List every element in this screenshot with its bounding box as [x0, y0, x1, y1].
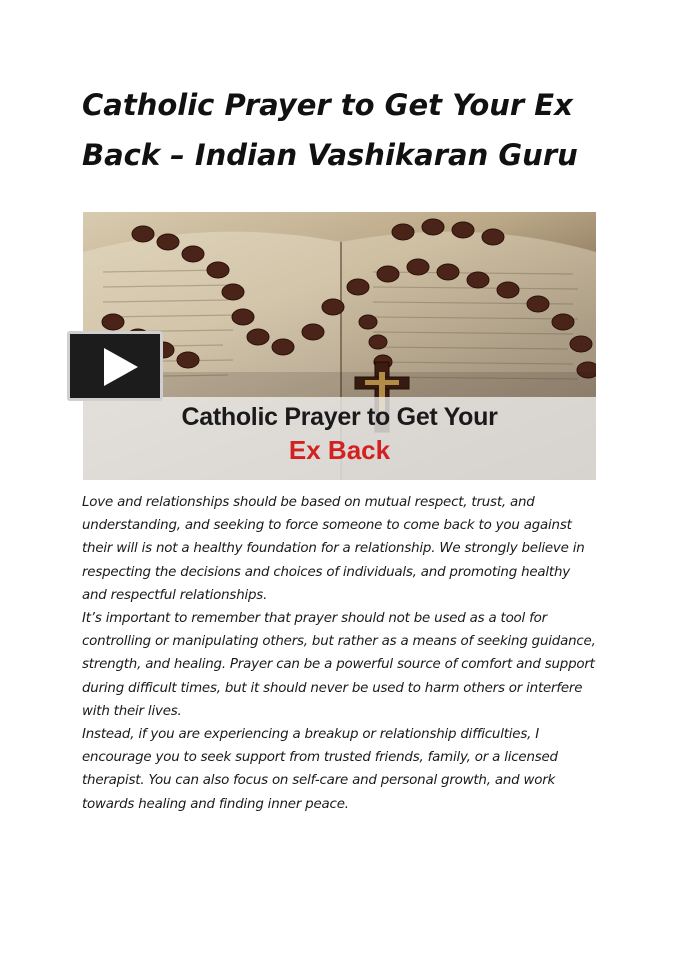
- play-icon: [104, 348, 138, 386]
- page-title: Catholic Prayer to Get Your Ex Back – Indian Vashikaran Guru: [82, 88, 578, 172]
- paragraph: Love and relationships should be based on mutual respect, trust, and understanding, and seeking to force someone to come back to you against their will is not a healthy foundation for a relationship. We strongly believe in respecting the decisions and choices of individuals, and promoting healthy and respectful relationships.: [82, 495, 585, 603]
- paragraph: Instead, if you are experiencing a breakup or relationship difficulties, I encourage you to seek support from trusted friends, family, or a licensed therapist. You can also focus on self-care and personal growth, and work towards healing and finding inner peace.: [82, 727, 558, 812]
- paragraph: It’s important to remember that prayer should not be used as a tool for controlling or manipulating others, but rather as a means of seeking guidance, strength, and healing. Prayer can be a powerful source of comfort and support during difficult times, but it should never be used to harm others or interfere with their lives.: [82, 611, 596, 719]
- hero-banner-subtitle: Ex Back: [288, 435, 391, 465]
- hero-banner-title: Catholic Prayer to Get Your: [181, 403, 498, 431]
- play-button[interactable]: [67, 331, 163, 401]
- article-body: [82, 491, 597, 816]
